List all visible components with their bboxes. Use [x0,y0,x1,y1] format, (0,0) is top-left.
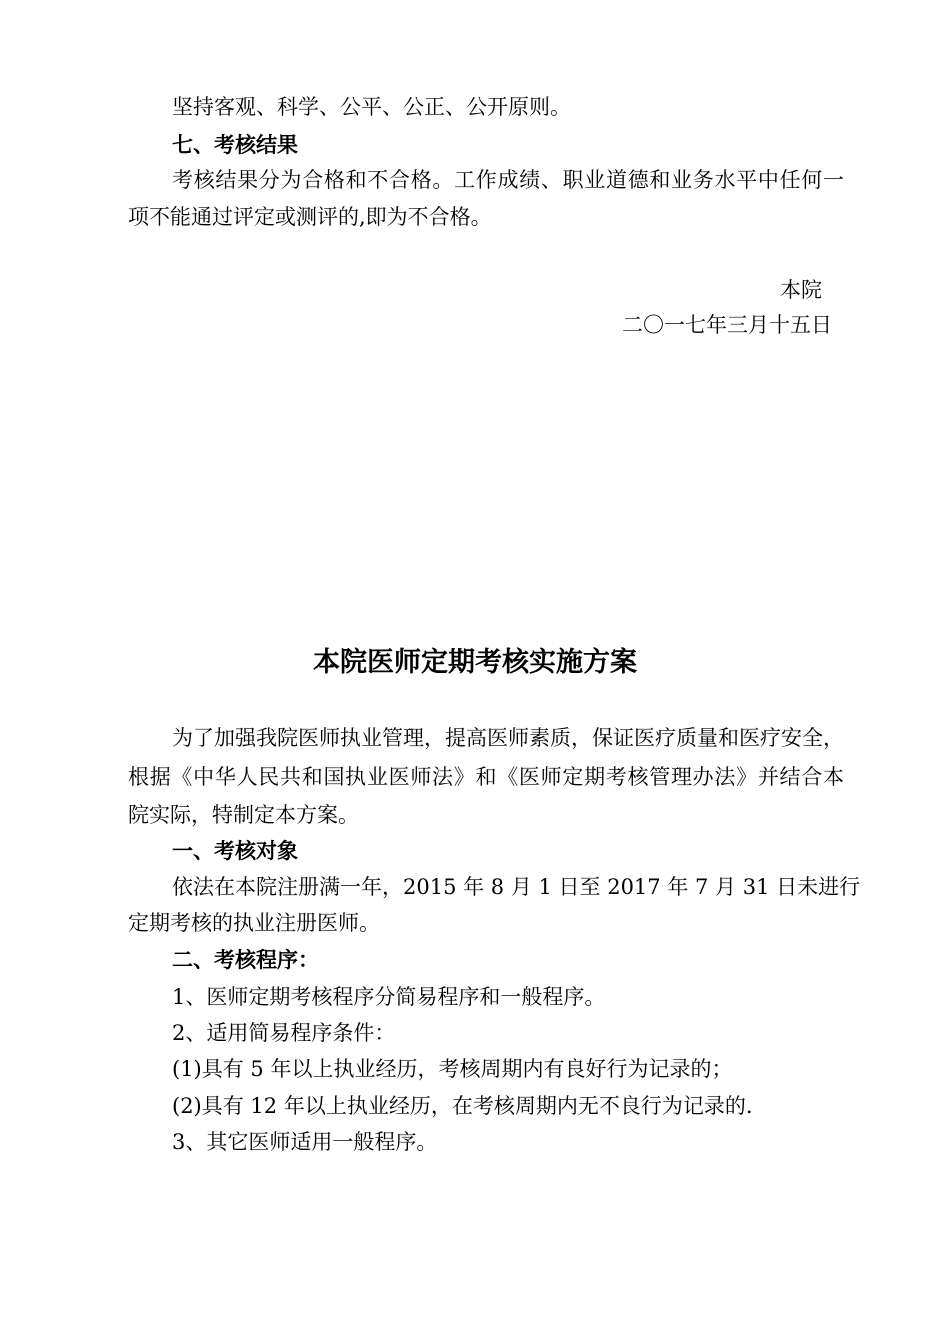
target-line-2: 定期考核的执业注册医师。 [128,911,380,935]
section-heading-procedure: 二、考核程序： [172,947,319,972]
procedure-item-1: 1、医师定期考核程序分简易程序和一般程序。 [172,985,606,1009]
procedure-item-2a: (1)具有 5 年以上执业经历，考核周期内有良好行为记录的； [172,1057,733,1081]
procedure-item-2: 2、适用简易程序条件： [172,1021,396,1045]
procedure-item-2b: (2)具有 12 年以上执业经历，在考核周期内无不良行为记录的. [172,1094,753,1118]
intro-line-3: 院实际，特制定本方案。 [128,803,359,827]
results-paragraph-line-1: 考核结果分为合格和不合格。工作成绩、职业道德和业务水平中任何一 [172,168,844,192]
intro-line-1: 为了加强我院医师执业管理，提高医师素质，保证医疗质量和医疗安全， [172,726,844,750]
section-heading-results: 七、考核结果 [172,132,298,157]
document-title: 本院医师定期考核实施方案 [313,647,637,678]
procedure-item-3: 3、其它医师适用一般程序。 [172,1130,438,1154]
results-paragraph-line-2: 项不能通过评定或测评的,即为不合格。 [128,205,492,229]
intro-line-2: 根据《中华人民共和国执业医师法》和《医师定期考核管理办法》并结合本 [128,765,844,789]
principle-line: 坚持客观、科学、公平、公正、公开原则。 [172,95,571,119]
signature-org: 本院 [780,278,822,302]
target-line-1: 依法在本院注册满一年，2015 年 8 月 1 日至 2017 年 7 月 31 日未进行 [172,875,861,899]
signature-date: 二〇一七年三月十五日 [622,313,832,337]
section-heading-target: 一、考核对象 [172,838,298,863]
